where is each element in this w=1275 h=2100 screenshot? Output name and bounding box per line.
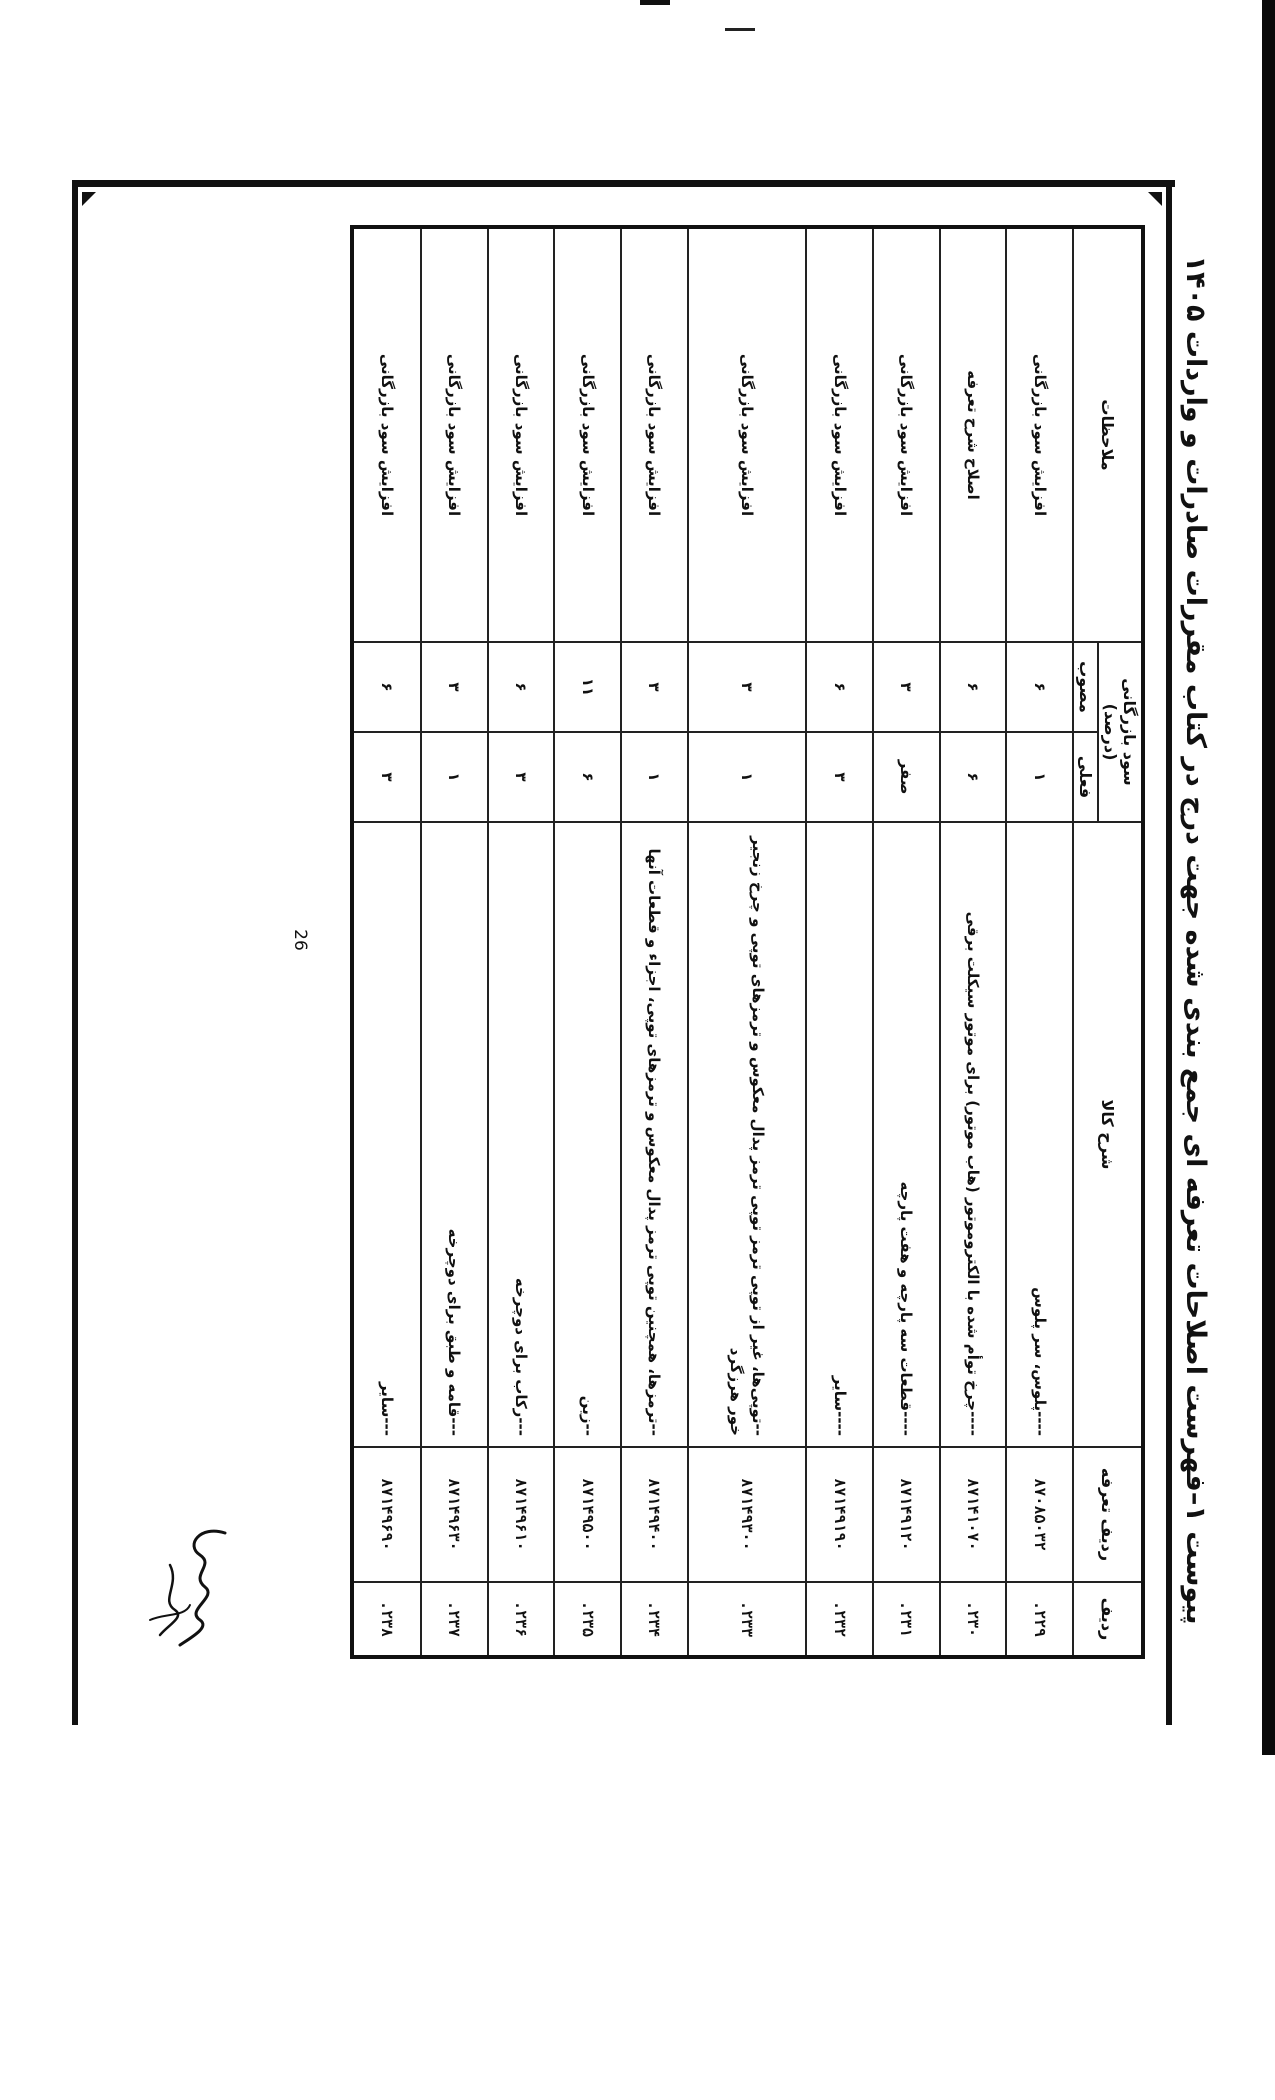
cell-tariff-code: ۸۷۱۴۹۶۳۰ [421, 1447, 488, 1582]
cell-tariff-code: ۸۷۰۸۵۰۳۲ [1006, 1447, 1073, 1582]
cell-description: --توپی‌ها، غیر از توپی ترمز توپی ترمز پدال معکوس و ترمزهای توپی و چرخ زنجیر خور هرزگرد [688, 822, 807, 1447]
cell-notes: اصلاح شرح تعرفه [940, 227, 1007, 642]
cell-radif: .۲۳۶ [488, 1582, 555, 1657]
cell-current: صفر [873, 732, 940, 822]
cell-current: ۳ [807, 732, 874, 822]
cell-notes: افزایش سود بازرگانی [873, 227, 940, 642]
header-tariff-code: ردیف تعرفه [1073, 1447, 1143, 1582]
cell-radif: .۲۳۵ [554, 1582, 621, 1657]
cell-current: ۱ [688, 732, 807, 822]
scan-dash-mark [725, 28, 755, 31]
cell-description: ---رکاب برای دوچرخه [488, 822, 555, 1447]
cell-description: --ترمزها، همچنین توپی ترمز پدال معکوس و ترمزهای توپی، اجزاء و قطعات آنها [621, 822, 688, 1447]
cell-tariff-code: ۸۷۱۴۹۱۹۰ [807, 1447, 874, 1582]
cell-current: ۶ [554, 732, 621, 822]
cell-notes: افزایش سود بازرگانی [421, 227, 488, 642]
handwritten-signature [130, 1525, 250, 1655]
cell-tariff-code: ۸۷۱۴۹۱۲۰ [873, 1447, 940, 1582]
cell-tariff-code: ۸۷۱۴۹۶۹۰ [352, 1447, 421, 1582]
cell-approved: ۱۱ [554, 642, 621, 732]
cell-tariff-code: ۸۷۱۴۱۰۷۰ [940, 1447, 1007, 1582]
cell-tariff-code: ۸۷۱۴۹۴۰۰ [621, 1447, 688, 1582]
tariff-amendments-table [350, 225, 1145, 1659]
header-notes: ملاحظات [1073, 227, 1143, 642]
scan-edge-bar [1262, 0, 1275, 1755]
header-commercial-profit: سود بازرگانی (درصد) [1098, 642, 1143, 822]
cell-current: ۱ [621, 732, 688, 822]
document-title: پیوست ۱–فهرست اصلاحات تعرفه ای جمع بندی شده جهت درج در کتاب مقررات صادرات و واردات ۱۴۰۵ [1180, 255, 1211, 1625]
cell-approved: ۳ [688, 642, 807, 732]
table-row [488, 227, 555, 1657]
table-row [554, 227, 621, 1657]
cell-approved: ۶ [488, 642, 555, 732]
cell-description: --زین [554, 822, 621, 1447]
cell-radif: .۲۳۱ [873, 1582, 940, 1657]
frame-border-top [75, 180, 1175, 187]
cell-tariff-code: ۸۷۱۴۹۶۱۰ [488, 1447, 555, 1582]
header-radif: ردیف [1073, 1582, 1143, 1657]
cell-approved: ۶ [807, 642, 874, 732]
cell-radif: .۲۳۰ [940, 1582, 1007, 1657]
cell-radif: .۲۳۷ [421, 1582, 488, 1657]
table-row [421, 227, 488, 1657]
table-row [807, 227, 874, 1657]
table-row [688, 227, 807, 1657]
scan-top-mark [640, 0, 670, 5]
cell-approved: ۶ [1006, 642, 1073, 732]
cell-approved: ۶ [352, 642, 421, 732]
cell-radif: .۲۳۲ [807, 1582, 874, 1657]
cell-notes: افزایش سود بازرگانی [688, 227, 807, 642]
cell-radif: .۲۳۴ [621, 1582, 688, 1657]
header-current: فعلی [1073, 732, 1098, 822]
cell-radif: .۲۲۹ [1006, 1582, 1073, 1657]
cell-radif: .۲۳۸ [352, 1582, 421, 1657]
cell-current: ۶ [940, 732, 1007, 822]
table-header-row [1098, 227, 1143, 1657]
cell-description: ----قطعات سه پارچه و هفت پارچه [873, 822, 940, 1447]
cell-description: ----پلوس، سر پلوس [1006, 822, 1073, 1447]
cell-notes: افزایش سود بازرگانی [352, 227, 421, 642]
cell-notes: افزایش سود بازرگانی [1006, 227, 1073, 642]
cell-description: ----چرخ توأم شده با الکتروموتور (هاب موتور) برای موتور سیکلت برقی [940, 822, 1007, 1447]
header-approved: مصوب [1073, 642, 1098, 732]
cell-notes: افزایش سود بازرگانی [807, 227, 874, 642]
cell-current: ۳ [488, 732, 555, 822]
cell-description: ---قامه و طبق برای دوچرخه [421, 822, 488, 1447]
rotated-document-sheet [245, 195, 1215, 1685]
table-row [1006, 227, 1073, 1657]
cell-description: ----سایر [807, 822, 874, 1447]
table-row [352, 227, 421, 1657]
cell-current: ۱ [421, 732, 488, 822]
cell-description: ---سایر [352, 822, 421, 1447]
cell-approved: ۳ [421, 642, 488, 732]
cell-tariff-code: ۸۷۱۴۹۳۰۰ [688, 1447, 807, 1582]
cell-radif: .۲۳۳ [688, 1582, 807, 1657]
cell-approved: ۳ [873, 642, 940, 732]
table-row [873, 227, 940, 1657]
cell-current: ۱ [1006, 732, 1073, 822]
cell-approved: ۳ [621, 642, 688, 732]
cell-approved: ۶ [940, 642, 1007, 732]
frame-border-left [72, 180, 78, 1725]
header-description: شرح کالا [1073, 822, 1143, 1447]
cell-notes: افزایش سود بازرگانی [621, 227, 688, 642]
cell-current: ۳ [352, 732, 421, 822]
cell-notes: افزایش سود بازرگانی [488, 227, 555, 642]
cell-tariff-code: ۸۷۱۴۹۵۰۰ [554, 1447, 621, 1582]
frame-corner-mark [82, 192, 96, 206]
page-number: 26 [290, 929, 310, 951]
table-row [621, 227, 688, 1657]
cell-notes: افزایش سود بازرگانی [554, 227, 621, 642]
table-row [940, 227, 1007, 1657]
